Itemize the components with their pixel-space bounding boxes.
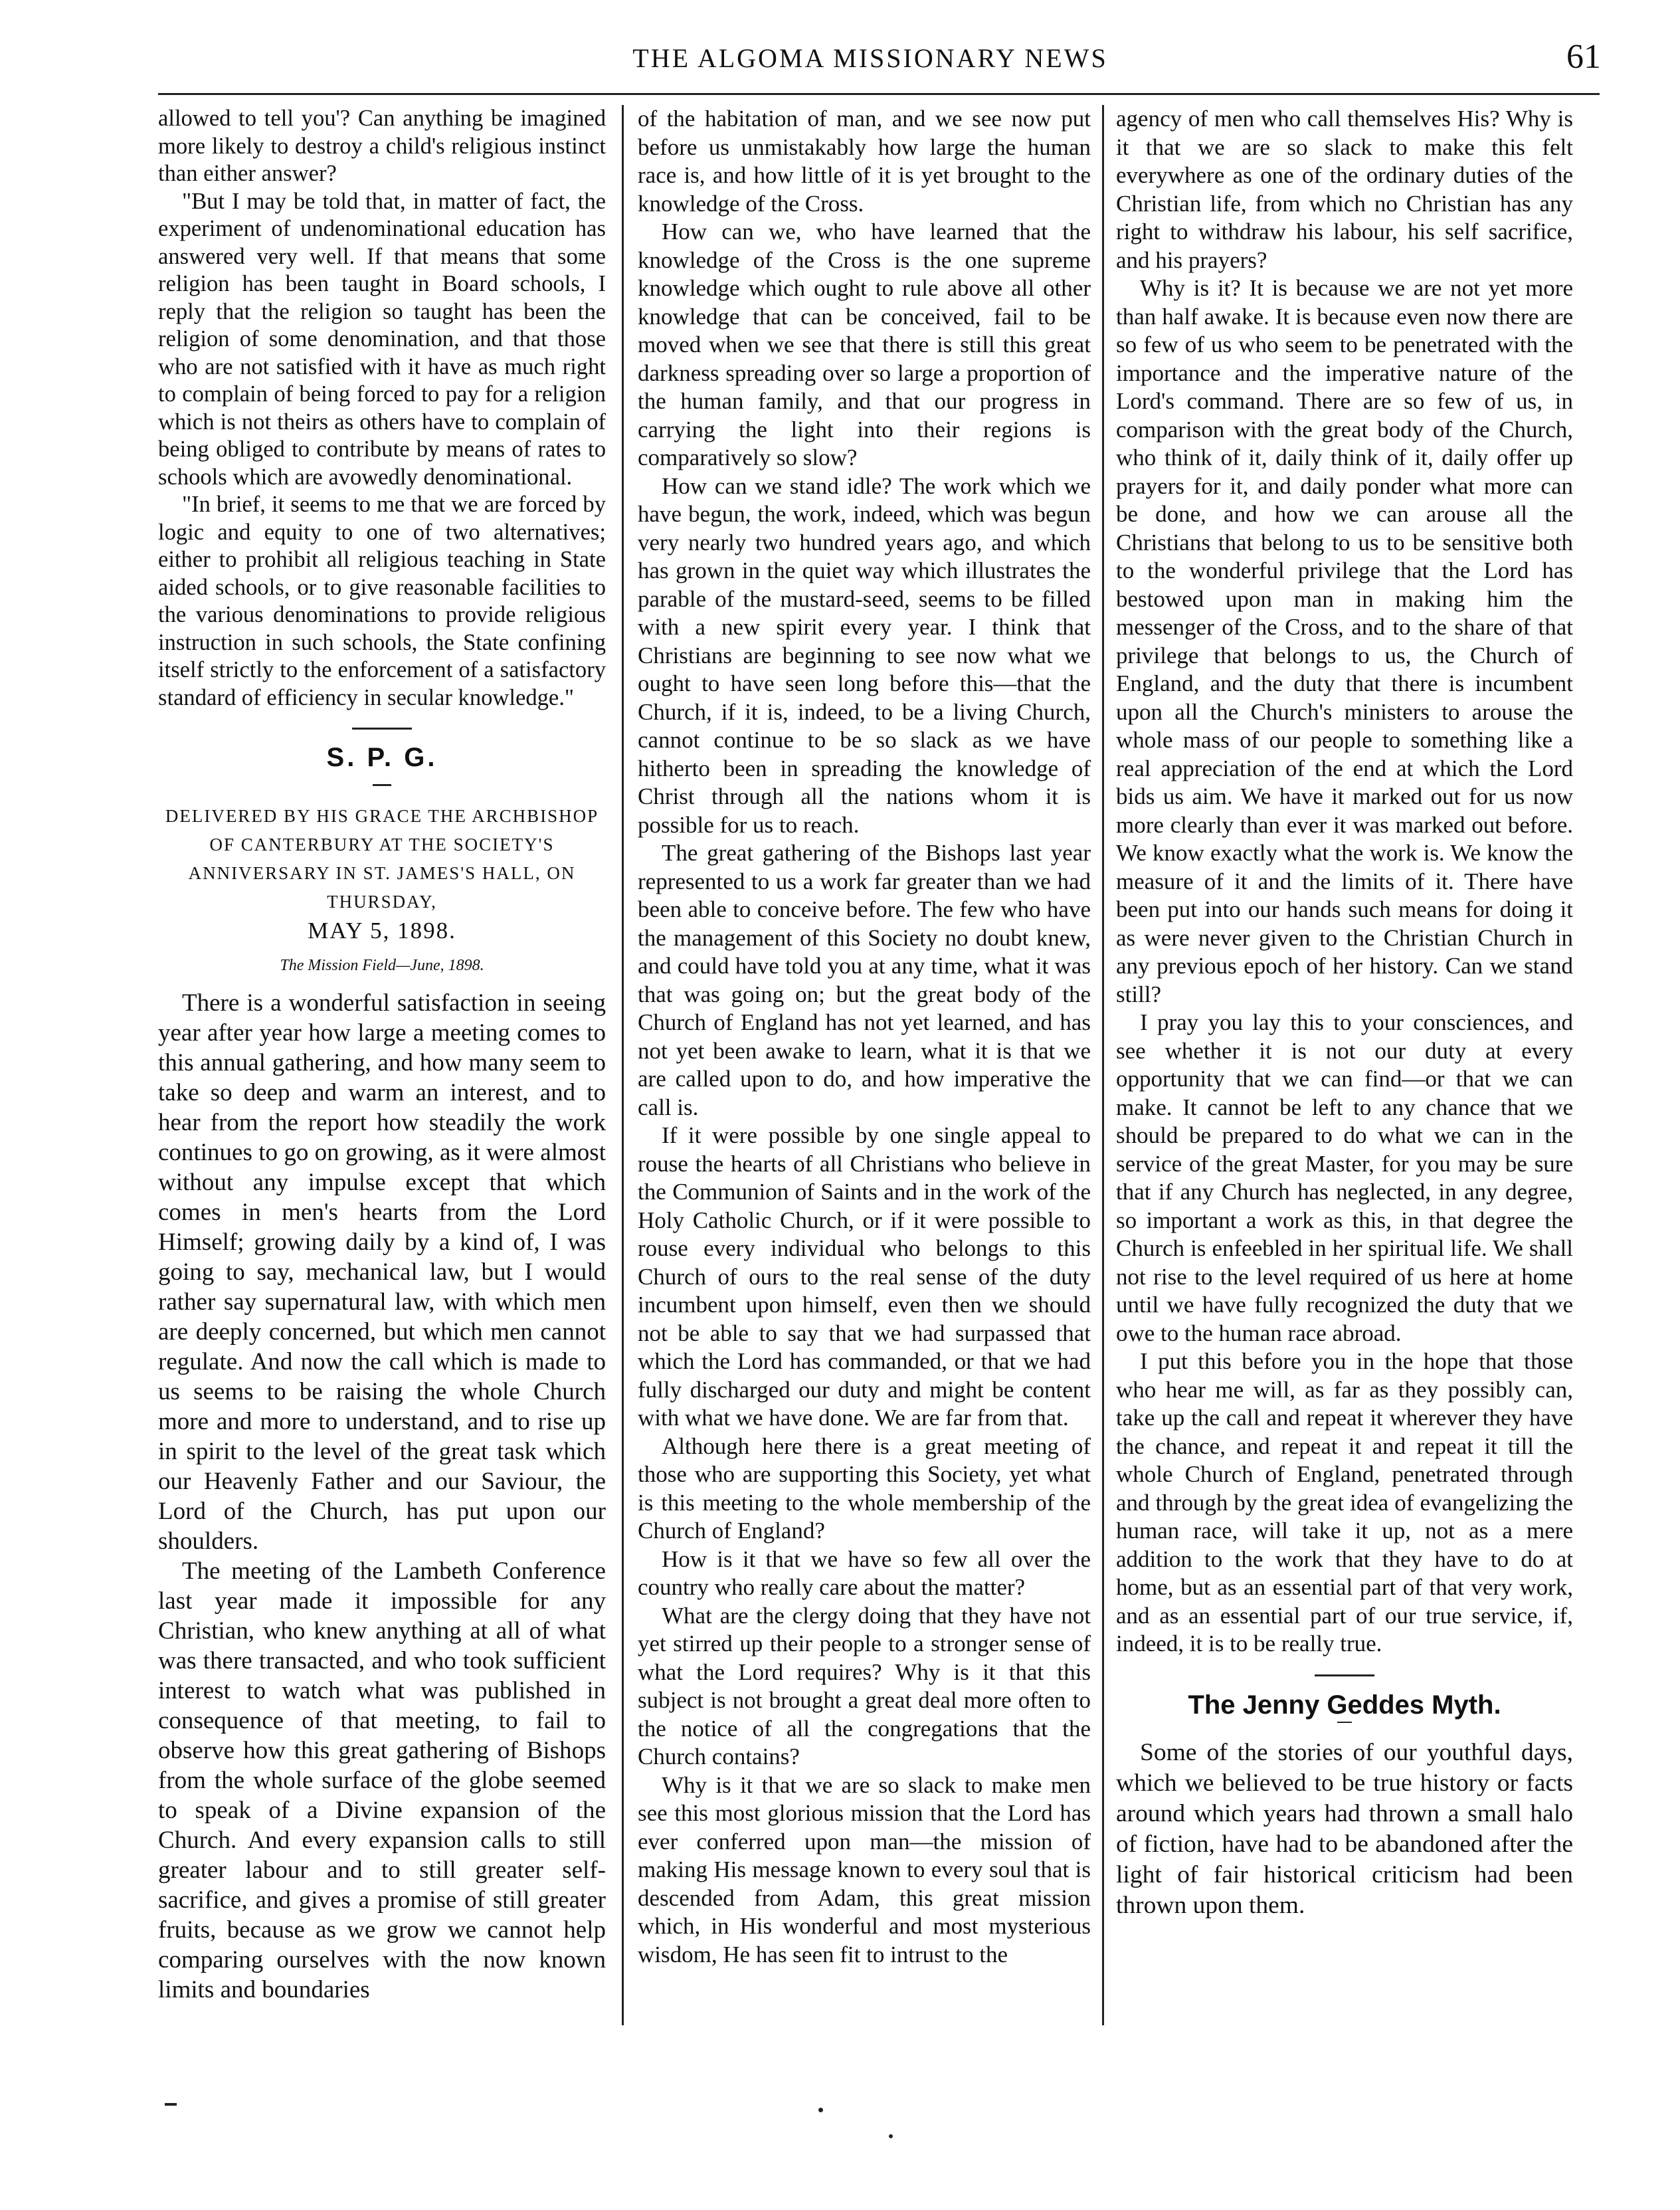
page-number: 61: [1566, 38, 1601, 76]
column-1: [158, 105, 606, 2005]
title-rule: [1337, 1722, 1352, 1723]
section-rule: [352, 728, 412, 730]
paragraph: Why is it? It is because we are not yet more than half awake. It is because even now there are so few of us who seem to be penetrated with the importance and the imperative nature of the Lord's command. There are so few of us, in comparison with the great body of the Church, who think of it, daily think of it, daily offer up prayers for it, and daily ponder what more can be done, and how we can arouse all the Christians that belong to us to be sensitive both to the wonderful privilege that the Lord has bestowed upon man in making him the messenger of the Cross, and to the share of that privilege that belongs to us, the Church of England, and the duty that there is incumbent upon all the Church's ministers to arouse the whole mass of our people to something like a real appreciation of the end at which the Lord bids us aim. We have it marked out for us now more clearly than ever it was marked out before. We know exactly what the work is. We know the measure of it and the limits of it. There have been put into our hands such means for doing it as were never given to the Christian Church in any previous epoch of her history. Can we stand still?: [1116, 275, 1573, 1007]
paragraph: Some of the stories of our youthful days, which we believed to be true history or facts around which years had thrown a small halo of fiction, have had to be abandoned after the light of fair historical criticism had been thrown upon them.: [1116, 1739, 1573, 1919]
print-mark: [165, 2103, 177, 2106]
paragraph: allowed to tell you'? Can anything be imagined more likely to destroy a child's religious instinct than either answer?: [158, 106, 606, 187]
paragraph: Although here there is a great meeting of those who are supporting this Society, yet what is this meeting to the whole membership of the Church of England?: [638, 1433, 1091, 1544]
paragraph: How can we, who have learned that the knowledge of the Cross is the one supreme knowledge which ought to rule above all other knowledge that can be conceived, fail to be moved when we see that there is still this great darkness spreading over so large a proportion of the human family, and that our progress in carrying the light into their regions is comparatively so slow?: [638, 219, 1091, 470]
paragraph: "In brief, it seems to me that we are forced by logic and equity to one of two alternatives; either to prohibit all religious teaching in State aided schools, or to give reasonable facilities to the various denominations to provide religious instruction in such schools, the State confining itself strictly to the enforcement of a satisfactory standard of efficiency in secular knowledge.": [158, 492, 606, 710]
section-rule: [1315, 1674, 1374, 1676]
column-3: [1116, 105, 1573, 1921]
paragraph: of the habitation of man, and we see now put before us unmistakably how large the human race is, and how little of it is yet brought to the knowledge of the Cross.: [638, 106, 1091, 217]
paragraph: The meeting of the Lambeth Conference last year made it impossible for any Christian, who knew anything at all of what was there transacted, and who took sufficient interest to watch what was published in consequence of that meeting, to fail to observe how this great gathering of Bishops from the whole surface of the globe seemed to speak of a Divine expansion of the Church. And every expansion calls to still greater labour and to still greater self-sacrifice, and gives a promise of still greater fruits, because as we grow we cannot help comparing ourselves with the now known limits and boundaries: [158, 1557, 606, 2003]
paragraph: There is a wonderful satisfaction in seeing year after year how large a meeting comes to this annual gathering, and how many seem to take so deep and warm an interest, and to hear from the report how steadily the work continues to go on growing, as it were almost without any impulse except that which comes in men's hearts from the Lord Himself; growing daily by a kind of, I was going to say, mechanical law, but I would rather say supernatural law, with which men are deeply concerned, but which men cannot regulate. And now the call which is made to us seems to be raising the whole Church more and more to understand, and to rise up in spirit to the level of the great task which our Heavenly Father and our Saviour, the Lord of the Church, has put upon our shoulders.: [158, 989, 606, 1556]
running-title: THE ALGOMA MISSIONARY NEWS: [632, 43, 1108, 73]
column-divider-2: [1102, 105, 1104, 2025]
paragraph: "But I may be told that, in matter of fact, the experiment of undenominational education has answered very well. If that means that some religion has been taught in Board schools, I reply that the religion so taught has been the religion of some denomination, and that those who are not satisfied with it have as much right to complain of being forced to pay for a religion which is not theirs as others have to complain of being obliged to contribute by means of rates to schools which are avowedly denominational.: [158, 188, 606, 490]
paragraph: I put this before you in the hope that those who hear me will, as far as they possibly can, take up the call and repeat it wherever they have the chance, and repeat it and repeat it till the whole Church of England, penetrated through and through by the great idea of evangelizing the human race, will take it up, not as a mere addition to the work that they have to do at home, but as an essential part of that very work, and as an essential part of our true service, if, indeed, it is to be really true.: [1116, 1348, 1573, 1657]
paragraph: Why is it that we are so slack to make men see this most glorious mission that the Lord has ever conferred upon man—the mission of making His message known to every soul that is descended from Adam, this great mission which, in His wonderful and most mysterious wisdom, He has seen fit to intrust to the: [638, 1771, 1091, 1967]
story-title: The Jenny Geddes Myth.: [1188, 1690, 1501, 1720]
page-header: [140, 37, 1601, 84]
paragraph: The great gathering of the Bishops last year represented to us a work far greater than we had been able to conceive before. The few who have the management of this Society no doubt knew, and could have told you at any time, what it was that was going on; but the great body of the Church of England has not yet learned, and has not yet been awake to learn, what it is that we are called upon to do, and how imperative the call is.: [638, 840, 1091, 1120]
section-rule: [373, 784, 391, 786]
column-2: [638, 105, 1091, 1969]
paragraph: How can we stand idle? The work which we have begun, the work, indeed, which was begun very nearly two hundred years ago, and which has grown in the quiet way which illustrates the parable of the mustard-seed, seems to be filled with a new spirit every year. I think that Christians are beginning to see now what we ought to have seen long before this—that the Church, if it is, indeed, to be a living Church, cannot continue to be so slack as we have hitherto been in spreading the knowledge of Christ through all the nations whom it is possible for us to reach.: [638, 472, 1091, 838]
article-subhead: [158, 802, 606, 947]
article-source: The Mission Field—June, 1898.: [280, 956, 484, 974]
paragraph: What are the clergy doing that they have not yet stirred up their people to a stronger sense of what the Lord requires? Why is it that this subject is not brought a great deal more often to the notice of all the congregations that the Church contains?: [638, 1602, 1091, 1769]
subhead-text: DELIVERED BY HIS GRACE THE ARCHBISHOP OF CANTERBURY AT THE SOCIETY'S ANNIVERSARY IN ST. JAMES'S HALL, ON THURSDAY,: [165, 805, 599, 912]
paragraph: How is it that we have so few all over the country who really care about the matter?: [638, 1546, 1091, 1600]
print-mark: [889, 2134, 893, 2138]
section-title: S. P. G.: [326, 743, 438, 773]
subhead-date: MAY 5, 1898.: [308, 917, 456, 944]
paragraph: If it were possible by one single appeal to rouse the hearts of all Christians who believe in the Communion of Saints and in the work of the Holy Catholic Church, or if it were possible to rouse every individual who belongs to this Church of ours to the real sense of the duty incumbent upon himself, even then we should not be able to say that we had surpassed that which the Lord has commanded, or that we had fully discharged our duty and might be content with what we have done. We are far from that.: [638, 1122, 1091, 1431]
print-mark: [818, 2108, 823, 2112]
paragraph: I pray you lay this to your consciences, and see whether it is not our duty at every opportunity that we can find—or that we can make. It cannot be left to any chance that we should be prepared to do what we can in the service of the great Master, for you may be sure that if any Church has neglected, in any degree, so important a work as this, in that degree the Church is enfeebled in her spiritual life. We shall not rise to the level required of us here at home until we have fully recognized the duty that we owe to the human race abroad.: [1116, 1009, 1573, 1346]
paragraph: agency of men who call themselves His? Why is it that we are so slack to make this felt everywhere as one of the ordinary duties of the Christian life, from which no Christian has any right to withdraw his labour, his self sacrifice, and his prayers?: [1116, 106, 1573, 273]
header-rule: [158, 93, 1600, 95]
column-divider-1: [622, 105, 624, 2025]
